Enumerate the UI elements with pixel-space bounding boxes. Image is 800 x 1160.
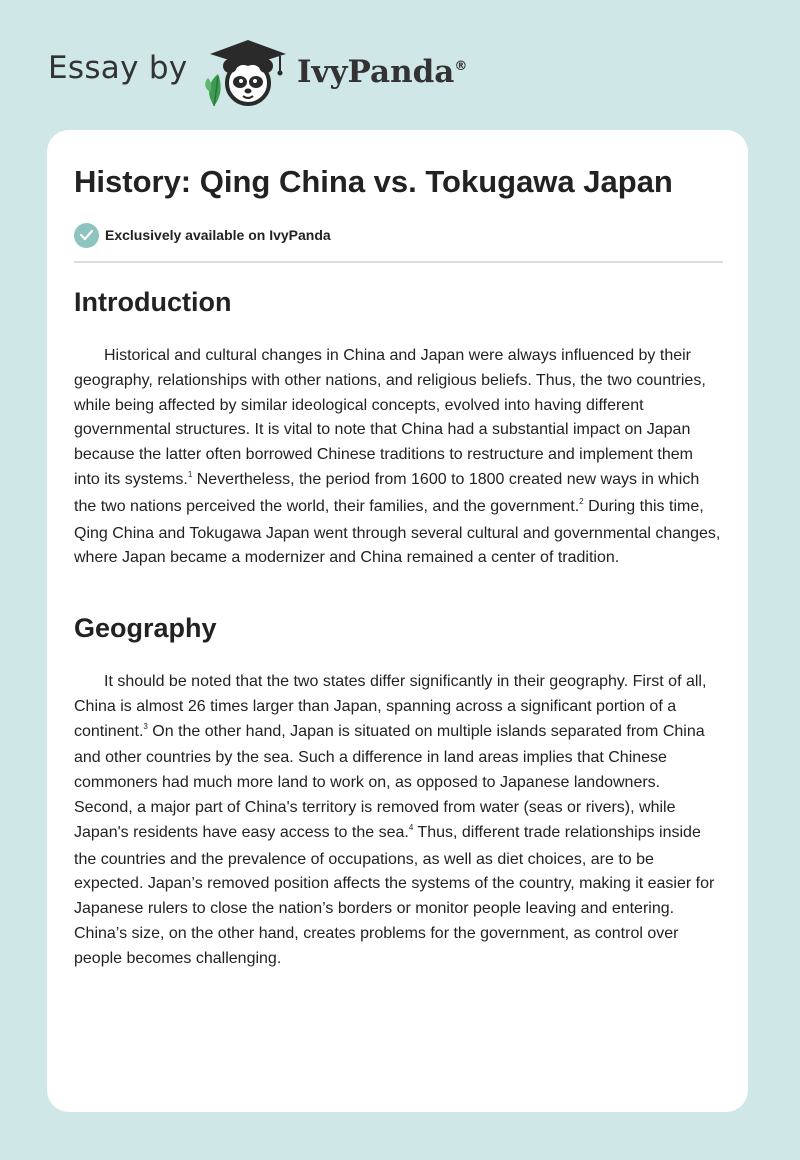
brand-name: IvyPanda® — [297, 54, 468, 90]
paragraph-geography: It should be noted that the two states differ significantly in their geography. First of all, China is almost 26 times larger than Japan, spanning across a significant portion of a continent.$^3$ On the other hand, Japan is situated on multiple islands separated from China and other countries by the sea. Such a difference in land areas implies that Chinese commoners had much more land to work on, as opposed to Japanese landowners. Second, a major part of China's territory is removed from water (seas or rivers), while Japan's residents have easy access to the sea.$^4$ Thus, different trade relationships inside the countries and the prevalence of occupations, as well as diet choices, are to be expected. Japan’s removed position affects the systems of the country, making it easier for Japanese rulers to close the nation’s borders or monitor people leaving and entering. China’s size, on the other hand, creates problems for the government, as control over people becomes challenging. — [74, 673, 715, 967]
section-heading-geography: Geography — [74, 613, 217, 643]
footnote-ref[interactable]: 4 — [408, 822, 414, 832]
essay-by-label: Essay by — [48, 50, 188, 86]
registered-mark: ® — [454, 59, 468, 74]
page-title: History: Qing China vs. Tokugawa Japan — [74, 164, 673, 199]
panda-graduate-icon — [200, 36, 292, 110]
section-heading-introduction: Introduction — [74, 287, 232, 317]
paragraph-introduction: Historical and cultural changes in China and Japan were always influenced by their geography, relationships with other nations, and religious beliefs. Thus, the two countries, while being affected by similar ideological concepts, evolved into having different governmental structures. It is vital to note that China had a substantial impact on Japan because the latter often borrowed Chinese traditions to restructure and implement them into its systems.$^1$ Nevertheless, the period from 1600 to 1800 created new ways in which the two nations perceived the world, their families, and the government.$^2$ During this time, Qing China and Tokugawa Japan went through several cultural and governmental changes, where Japan became a modernizer and China remained a center of tradition. — [74, 347, 721, 567]
exclusive-badge — [74, 222, 331, 248]
divider — [74, 261, 723, 263]
footnote-ref[interactable]: 3 — [143, 721, 148, 731]
essay-card — [47, 130, 748, 1112]
check-icon — [74, 223, 99, 248]
site-header — [0, 0, 800, 130]
footnote-ref[interactable]: 1 — [187, 469, 193, 479]
footnote-ref[interactable]: 2 — [579, 496, 584, 506]
exclusive-label: Exclusively available on IvyPanda — [105, 227, 331, 243]
